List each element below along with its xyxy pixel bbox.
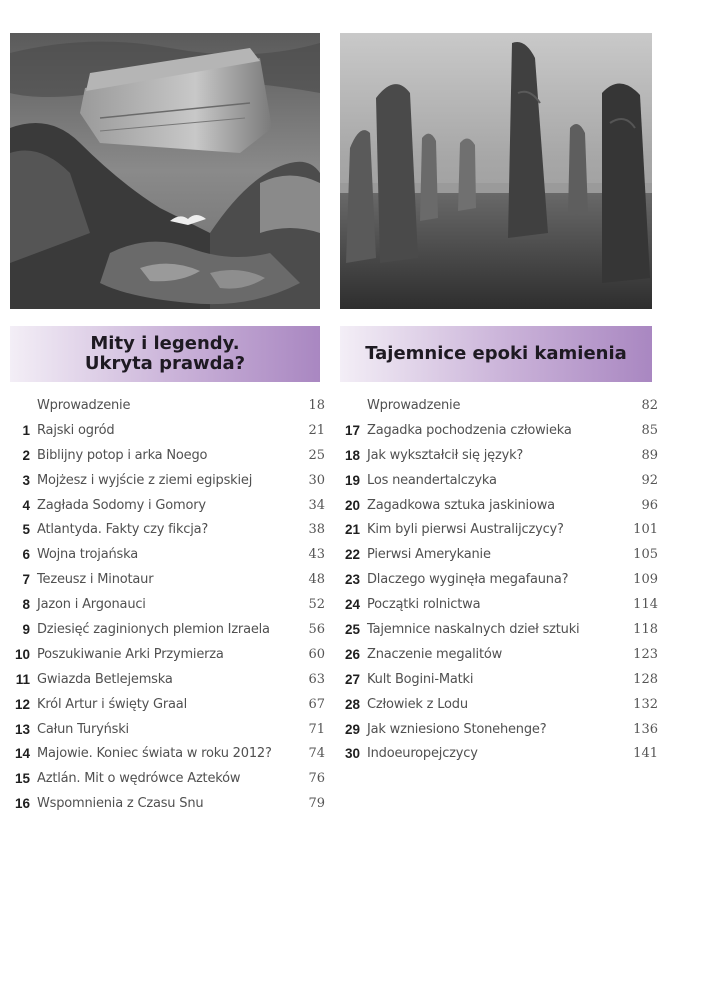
page-number: 92 xyxy=(641,472,658,488)
toc-entry[interactable] xyxy=(340,567,658,592)
chapter-title: Król Artur i święty Graal xyxy=(37,696,187,712)
chapter-title: Kult Bogini-Matki xyxy=(367,671,474,687)
toc-entry[interactable] xyxy=(10,493,325,518)
toc-entry[interactable] xyxy=(10,717,325,742)
page-number: 128 xyxy=(633,671,658,687)
toc-entry[interactable] xyxy=(10,592,325,617)
toc-entry[interactable] xyxy=(10,468,325,493)
toc-entry[interactable] xyxy=(340,468,658,493)
chapter-title: Dlaczego wyginęła megafauna? xyxy=(367,572,569,588)
chapter-number: 5 xyxy=(22,522,30,538)
chapter-number: 27 xyxy=(344,671,360,687)
chapter-title: Zagłada Sodomy i Gomory xyxy=(37,497,206,513)
chapter-title: Poszukiwanie Arki Przymierza xyxy=(37,646,224,662)
chapter-title: Tajemnice naskalnych dzieł sztuki xyxy=(367,621,580,637)
page-number: 79 xyxy=(308,796,325,812)
toc-entry[interactable] xyxy=(340,617,658,642)
chapter-title: Majowie. Koniec świata w roku 2012? xyxy=(37,746,272,762)
chapter-title: Jak wykształcił się język? xyxy=(367,447,524,463)
section-title-line2: Ukryta prawda? xyxy=(84,353,246,374)
chapter-title: Mojżesz i wyjście z ziemi egipskiej xyxy=(37,472,253,488)
chapter-title: Wspomnienia z Czasu Snu xyxy=(37,796,204,812)
page-number: 123 xyxy=(633,646,658,662)
chapter-number: 4 xyxy=(22,497,30,513)
page-number: 109 xyxy=(633,572,658,588)
chapter-number: 22 xyxy=(344,547,360,563)
chapter-number: 3 xyxy=(22,472,30,488)
page-number: 76 xyxy=(308,771,325,787)
chapter-title: Indoeuropejczycy xyxy=(367,746,478,762)
chapter-title: Biblijny potop i arka Noego xyxy=(37,447,208,463)
toc-entry[interactable] xyxy=(10,443,325,468)
chapter-title: Wprowadzenie xyxy=(367,397,461,413)
section-title-stone-age xyxy=(340,326,652,382)
toc-entry[interactable] xyxy=(10,542,325,567)
page-number: 38 xyxy=(308,522,325,538)
chapter-title: Początki rolnictwa xyxy=(367,597,481,613)
chapter-number: 1 xyxy=(22,422,30,438)
page-number: 114 xyxy=(633,597,658,613)
noah-ark-engraving-image xyxy=(10,33,320,309)
chapter-title: Aztlán. Mit o wędrówce Azteków xyxy=(37,771,241,787)
chapter-title: Gwiazda Betlejemska xyxy=(37,671,173,687)
chapter-title: Jazon i Argonauci xyxy=(37,597,146,613)
page-number: 136 xyxy=(633,721,658,737)
toc-entry[interactable] xyxy=(10,567,325,592)
page-number: 25 xyxy=(308,447,325,463)
page-number: 132 xyxy=(633,696,658,712)
page-number: 82 xyxy=(641,397,658,413)
page-number: 74 xyxy=(308,746,325,762)
chapter-title: Wprowadzenie xyxy=(37,397,131,413)
chapter-title: Kim byli pierwsi Australijczycy? xyxy=(367,522,564,538)
toc-entry[interactable] xyxy=(340,493,658,518)
section-title-myths xyxy=(10,326,320,382)
chapter-number: 11 xyxy=(15,671,30,687)
page-number: 60 xyxy=(308,646,325,662)
page-number: 89 xyxy=(641,447,658,463)
chapter-title: Atlantyda. Fakty czy fikcja? xyxy=(37,522,209,538)
chapter-number: 17 xyxy=(344,422,360,438)
page-number: 101 xyxy=(633,522,658,538)
page-number: 85 xyxy=(641,422,658,438)
toc-entry[interactable] xyxy=(340,443,658,468)
chapter-number: 7 xyxy=(22,572,30,588)
chapter-number: 16 xyxy=(14,796,30,812)
chapter-title: Wojna trojańska xyxy=(37,547,138,563)
chapter-number: 19 xyxy=(344,472,360,488)
page-number: 43 xyxy=(308,547,325,563)
page-number: 34 xyxy=(308,497,325,513)
toc-entry[interactable] xyxy=(10,667,325,692)
chapter-number: 12 xyxy=(14,696,30,712)
chapter-number: 23 xyxy=(344,572,360,588)
page-number: 63 xyxy=(308,671,325,687)
toc-entry[interactable] xyxy=(10,393,325,418)
chapter-number: 30 xyxy=(344,746,360,762)
toc-entry[interactable] xyxy=(10,617,325,642)
toc-entry[interactable] xyxy=(340,592,658,617)
toc-entry[interactable] xyxy=(340,692,658,717)
toc-entry[interactable] xyxy=(10,692,325,717)
toc-list-left xyxy=(10,393,325,816)
chapter-title: Los neandertalczyka xyxy=(367,472,497,488)
toc-entry[interactable] xyxy=(10,791,325,816)
chapter-title: Dziesięć zaginionych plemion Izraela xyxy=(37,621,270,637)
chapter-title: Znaczenie megalitów xyxy=(367,646,503,662)
section-title: Tajemnice epoki kamienia xyxy=(365,342,627,364)
toc-entry[interactable] xyxy=(10,418,325,443)
page-number: 18 xyxy=(308,397,325,413)
chapter-number: 8 xyxy=(22,597,30,613)
standing-stones-photo-image xyxy=(340,33,652,309)
toc-entry[interactable] xyxy=(10,741,325,766)
page-number: 105 xyxy=(633,547,658,563)
page-number: 141 xyxy=(633,746,658,762)
toc-entry[interactable] xyxy=(340,517,658,542)
chapter-number: 20 xyxy=(344,497,360,513)
toc-entry[interactable] xyxy=(10,766,325,791)
page-number: 118 xyxy=(633,621,658,637)
page-number: 30 xyxy=(308,472,325,488)
toc-entry[interactable] xyxy=(340,393,658,418)
chapter-number: 10 xyxy=(14,646,30,662)
chapter-number: 9 xyxy=(22,621,30,637)
chapter-number: 2 xyxy=(22,447,30,463)
toc-entry[interactable] xyxy=(340,741,658,766)
toc-entry[interactable] xyxy=(340,667,658,692)
chapter-title: Jak wzniesiono Stonehenge? xyxy=(367,721,547,737)
page-number: 56 xyxy=(308,621,325,637)
page-number: 48 xyxy=(308,572,325,588)
chapter-number: 14 xyxy=(14,746,30,762)
page-number: 67 xyxy=(308,696,325,712)
chapter-number: 6 xyxy=(22,547,30,563)
chapter-number: 29 xyxy=(344,721,360,737)
chapter-number: 21 xyxy=(344,522,360,538)
chapter-title: Zagadkowa sztuka jaskiniowa xyxy=(367,497,555,513)
section-title-line1: Mity i legendy. xyxy=(90,332,240,354)
page-number: 21 xyxy=(308,422,325,438)
toc-entry[interactable] xyxy=(340,542,658,567)
page-number: 71 xyxy=(308,721,325,737)
chapter-number: 26 xyxy=(344,646,360,662)
chapter-number: 18 xyxy=(344,447,360,463)
chapter-title: Zagadka pochodzenia człowieka xyxy=(367,422,572,438)
chapter-title: Człowiek z Lodu xyxy=(367,696,468,712)
toc-entry[interactable] xyxy=(340,418,658,443)
toc-entry[interactable] xyxy=(340,642,658,667)
page-number: 52 xyxy=(308,597,325,613)
toc-entry[interactable] xyxy=(10,517,325,542)
chapter-title: Tezeusz i Minotaur xyxy=(37,572,154,588)
chapter-number: 13 xyxy=(14,721,30,737)
chapter-number: 24 xyxy=(344,597,360,613)
page-number: 96 xyxy=(641,497,658,513)
toc-list-right xyxy=(340,393,658,766)
toc-entry[interactable] xyxy=(10,642,325,667)
chapter-title: Rajski ogród xyxy=(37,422,115,438)
chapter-title: Całun Turyński xyxy=(37,721,129,737)
chapter-number: 25 xyxy=(344,621,360,637)
chapter-number: 15 xyxy=(14,771,30,787)
toc-entry[interactable] xyxy=(340,717,658,742)
chapter-title: Pierwsi Amerykanie xyxy=(367,547,491,563)
chapter-number: 28 xyxy=(344,696,360,712)
